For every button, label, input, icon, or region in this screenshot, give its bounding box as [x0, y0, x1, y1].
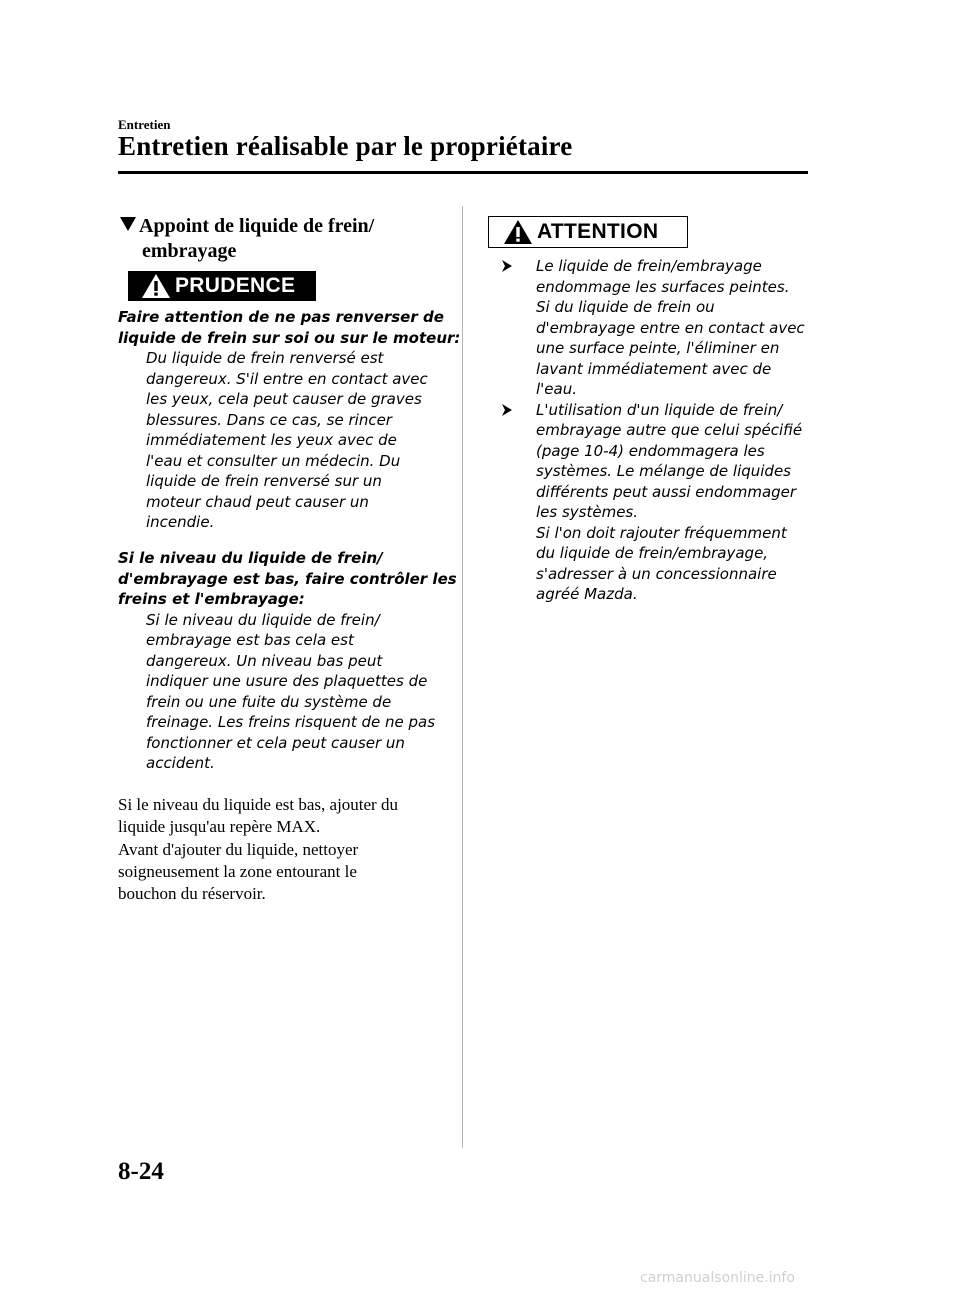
text-line: les yeux, cela peut causer de graves: [146, 390, 422, 408]
text-line: une surface peinte, l'éliminer en: [536, 339, 780, 357]
text-line: les systèmes.: [536, 503, 639, 521]
text-line: s'adresser à un concessionnaire: [536, 564, 777, 583]
text-line: freinage. Les freins risquent de ne pas: [146, 713, 436, 731]
text-line: freins et l'embrayage:: [118, 590, 305, 608]
text-line: différents peut aussi endommager: [536, 482, 797, 501]
text-line: Si l'on doit rajouter fréquemment: [536, 523, 787, 542]
prudence-item-1-body: [118, 348, 458, 533]
text-line: immédiatement les yeux avec de: [146, 431, 397, 449]
list-item: [498, 256, 818, 400]
text-line: embrayage autre que celui spécifié: [536, 421, 803, 439]
text-line: frein ou une fuite du système de: [146, 692, 392, 711]
text-line: d'embrayage entre en contact avec: [536, 318, 805, 337]
body-paragraph: [118, 794, 458, 905]
subheading-line-1: Appoint de liquide de frein/: [139, 215, 375, 237]
list-item: [498, 400, 818, 605]
text-line: dangereux. S'il entre en contact avec: [146, 369, 428, 388]
text-line: Si le niveau du liquide de frein/: [118, 549, 383, 567]
text-line: L'utilisation d'un liquide de frein/: [536, 400, 783, 419]
prudence-item-2-heading: [118, 548, 458, 610]
arrow-bullet-icon: [502, 404, 512, 416]
prudence-item-1-heading: [118, 307, 461, 348]
text-line: Si le niveau du liquide est bas, ajouter du: [118, 795, 398, 814]
text-line: liquide de frein renversé sur un: [146, 472, 382, 490]
subheading: [120, 214, 450, 264]
text-line: dangereux. Un niveau bas peut: [146, 651, 383, 670]
attention-list: [498, 256, 818, 605]
prudence-item-1: [118, 307, 461, 533]
watermark: carmanualsonline.info: [640, 1270, 795, 1286]
text-line: l'eau et consulter un médecin. Du: [146, 451, 401, 470]
text-line: (page 10-4) endommagera les: [536, 441, 765, 460]
text-line: d'embrayage est bas, faire contrôler les: [118, 569, 457, 588]
page-number: 8-24: [118, 1158, 164, 1185]
text-line: Le liquide de frein/embrayage: [536, 257, 762, 275]
prudence-badge: [128, 271, 316, 301]
prudence-label: PRUDENCE: [175, 274, 296, 297]
text-line: lavant immédiatement avec de: [536, 359, 772, 378]
text-line: embrayage est bas cela est: [146, 631, 354, 649]
text-line: fonctionner et cela peut causer un: [146, 733, 405, 752]
text-line: Si le niveau du liquide de frein/: [146, 610, 380, 629]
triangle-down-icon: [120, 217, 136, 231]
text-line: Si du liquide de frein ou: [536, 298, 715, 316]
attention-label: ATTENTION: [537, 220, 659, 243]
text-line: liquide de frein sur soi ou sur le moteur:: [118, 328, 461, 347]
header-rule: [118, 171, 808, 174]
text-line: incendie.: [146, 513, 215, 531]
arrow-bullet-icon: [502, 260, 512, 272]
text-line: systèmes. Le mélange de liquides: [536, 462, 791, 480]
text-line: Faire attention de ne pas renverser de: [118, 308, 444, 326]
text-line: moteur chaud peut causer un: [146, 492, 369, 511]
prudence-item-2: [118, 548, 458, 774]
text-line: endommage les surfaces peintes.: [536, 277, 790, 296]
text-line: du liquide de frein/embrayage,: [536, 544, 769, 562]
text-line: accident.: [146, 754, 215, 772]
text-line: liquide jusqu'au repère MAX.: [118, 817, 321, 837]
text-line: soigneusement la zone entourant le: [118, 861, 357, 881]
page-title: Entretien réalisable par le propriétaire: [118, 131, 573, 161]
attention-badge: [488, 216, 688, 248]
column-divider: [462, 206, 463, 1148]
text-line: l'eau.: [536, 380, 577, 398]
text-line: Avant d'ajouter du liquide, nettoyer: [118, 839, 359, 859]
text-line: bouchon du réservoir.: [118, 884, 266, 904]
warning-icon: [141, 273, 171, 299]
text-line: Du liquide de frein renversé est: [146, 349, 384, 367]
text-line: blessures. Dans ce cas, se rincer: [146, 410, 392, 429]
subheading-line-2: embrayage: [142, 240, 237, 262]
section-label: Entretien: [118, 117, 171, 132]
warning-icon: [503, 219, 533, 245]
text-line: agréé Mazda.: [536, 585, 638, 603]
prudence-item-2-body: [118, 610, 458, 774]
text-line: indiquer une usure des plaquettes de: [146, 672, 428, 690]
